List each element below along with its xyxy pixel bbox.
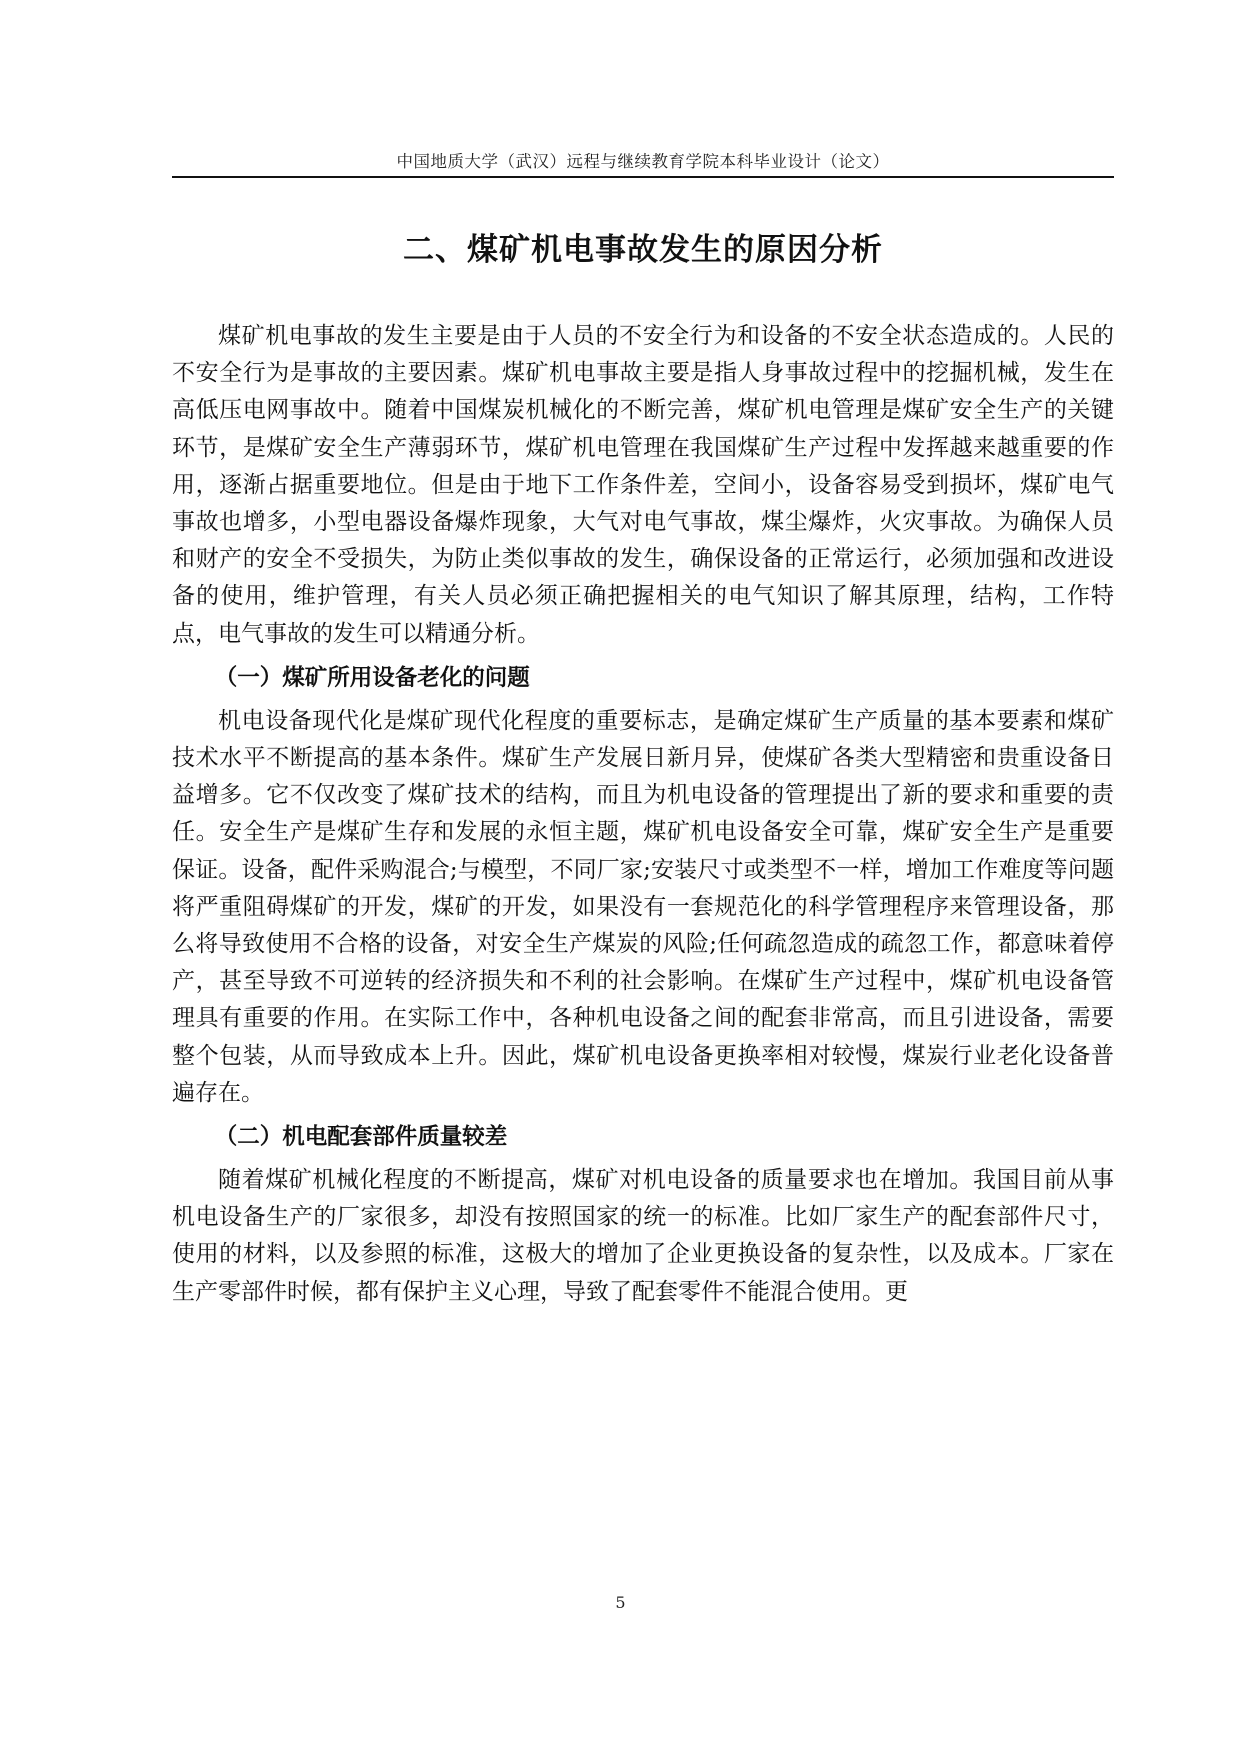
chapter-title: 二、煤矿机电事故发生的原因分析 (403, 232, 883, 268)
section-heading-2: （二）机电配套部件质量较差 (214, 1124, 508, 1151)
page-number: 5 (615, 1593, 626, 1612)
section-1-paragraph: 机电设备现代化是煤矿现代化程度的重要标志，是确定煤矿生产质量的基本要素和煤矿技术水平不断提高的基本条件。煤矿生产发展日新月异，使煤矿各类大型精密和贵重设备日益增多。它不仅改变了煤矿技术的结构，而且为机电设备的管理提出了新的要求和重要的责任。安全生产是煤矿生存和发展的永恒主题，煤矿机电设备安全可靠，煤矿安全生产是重要保证。设备，配件采购混合;与模型，不同厂家;安装尺寸或类型不一样，增加工作难度等问题将严重阻碍煤矿的开发，煤矿的开发，如果没有一套规范化的科学管理程序来管理设备，那么将导致使用不合格的设备，对安全生产煤炭的风险;任何疏忽造成的疏忽工作，都意味着停产，甚至导致不可逆转的经济损失和不利的社会影响。在煤矿生产过程中，煤矿机电设备管理具有重要的作用。在实际工作中，各种机电设备之间的配套非常高，而且引进设备，需要整个包装，从而导致成本上升。因此，煤矿机电设备更换率相对较慢，煤炭行业老化设备普遍存在。 (172, 707, 1114, 1106)
section-2-paragraph: 随着煤矿机械化程度的不断提高，煤矿对机电设备的质量要求也在增加。我国目前从事机电设备生产的厂家很多，却没有按照国家的统一的标准。比如厂家生产的配套部件尺寸，使用的材料，以及参照的标准，这极大的增加了企业更换设备的复杂性，以及成本。厂家在生产零部件时候，都有保护主义心理，导致了配套零件不能混合使用。更 (172, 1167, 1114, 1305)
running-header: 中国地质大学（武汉）远程与继续教育学院本科毕业设计（论文） (396, 152, 890, 171)
header-rule (172, 176, 1114, 178)
intro-paragraph: 煤矿机电事故的发生主要是由于人员的不安全行为和设备的不安全状态造成的。人民的不安全行为是事故的主要因素。煤矿机电事故主要是指人身事故过程中的挖掘机械，发生在高低压电网事故中。随着中国煤炭机械化的不断完善，煤矿机电管理是煤矿安全生产的关键环节，是煤矿安全生产薄弱环节，煤矿机电管理在我国煤矿生产过程中发挥越来越重要的作用，逐渐占据重要地位。但是由于地下工作条件差，空间小，设备容易受到损坏，煤矿电气事故也增多，小型电器设备爆炸现象，大气对电气事故，煤尘爆炸，火灾事故。为确保人员和财产的安全不受损失，为防止类似事故的发生，确保设备的正常运行，必须加强和改进设备的使用，维护管理，有关人员必须正确把握相关的电气知识了解其原理，结构，工作特点，电气事故的发生可以精通分析。 (172, 323, 1114, 647)
body-text (172, 318, 1114, 1311)
section-heading-1: （一）煤矿所用设备老化的问题 (214, 664, 530, 691)
